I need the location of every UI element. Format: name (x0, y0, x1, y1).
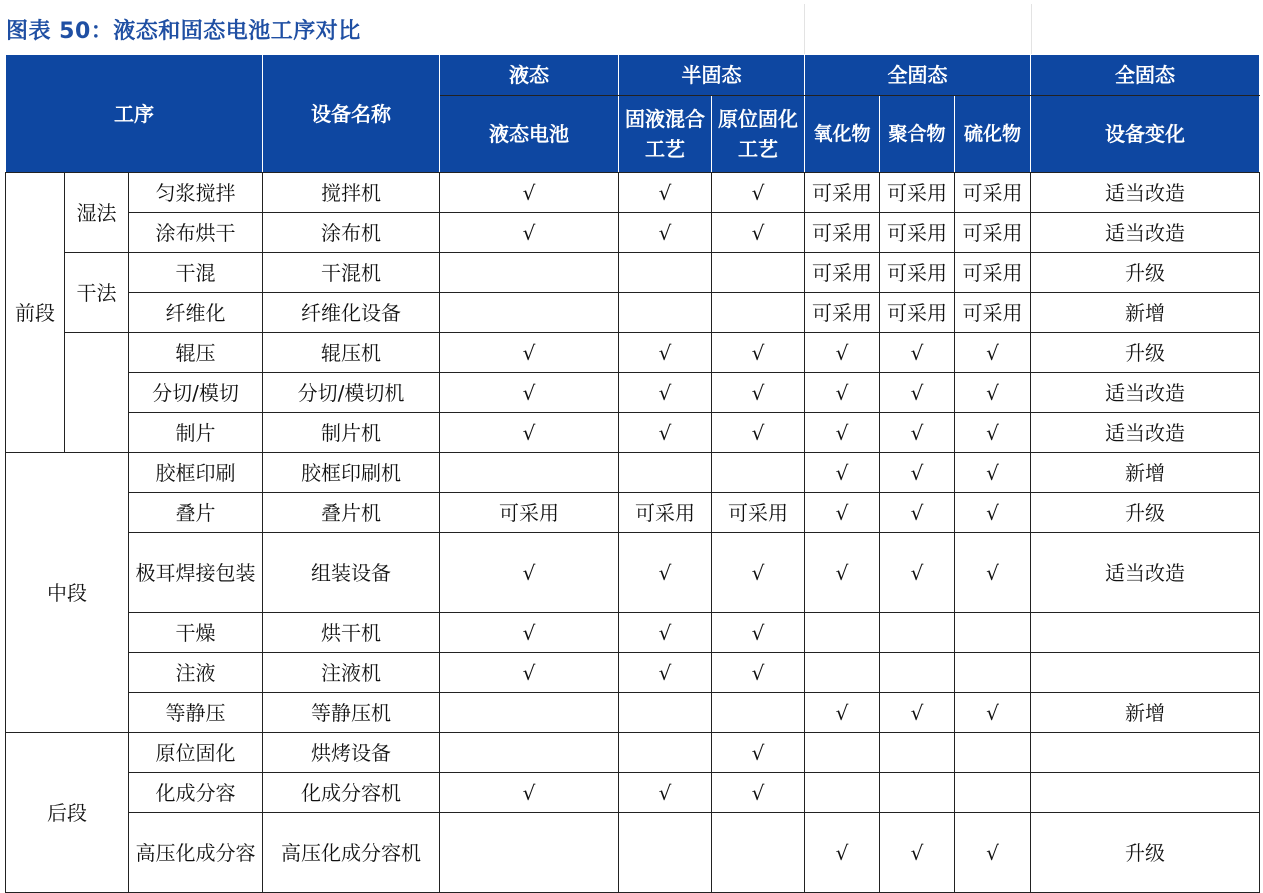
table-row (6, 453, 1260, 493)
equipment-change-cell (1031, 773, 1260, 813)
table-row (6, 733, 1260, 773)
process-cell: 极耳焊接包装 (129, 533, 263, 613)
process-cell: 干混 (129, 253, 263, 293)
check-cell: √ (712, 613, 805, 653)
equipment-cell: 注液机 (263, 653, 440, 693)
equipment-change-cell: 适当改造 (1031, 373, 1260, 413)
check-cell: √ (880, 413, 955, 453)
check-cell: √ (619, 333, 712, 373)
check-cell: √ (880, 813, 955, 893)
check-cell: √ (440, 653, 619, 693)
check-cell (619, 733, 712, 773)
equipment-change-cell: 新增 (1031, 693, 1260, 733)
check-cell: √ (440, 413, 619, 453)
check-cell: 可采用 (955, 173, 1031, 213)
check-cell: 可采用 (805, 253, 880, 293)
check-cell: √ (805, 813, 880, 893)
check-cell (440, 253, 619, 293)
equipment-change-cell: 升级 (1031, 493, 1260, 533)
process-cell: 制片 (129, 413, 263, 453)
check-cell (955, 733, 1031, 773)
check-cell (880, 613, 955, 653)
check-cell: √ (955, 333, 1031, 373)
check-cell: √ (880, 493, 955, 533)
check-cell: 可采用 (805, 173, 880, 213)
check-cell: √ (440, 613, 619, 653)
check-cell: √ (880, 333, 955, 373)
column-guide (804, 4, 805, 54)
check-cell (805, 773, 880, 813)
check-cell (440, 293, 619, 333)
equipment-cell: 高压化成分容机 (263, 813, 440, 893)
check-cell: √ (955, 693, 1031, 733)
check-cell: √ (440, 773, 619, 813)
process-cell: 分切/模切 (129, 373, 263, 413)
check-cell: √ (619, 773, 712, 813)
equipment-cell: 烘烤设备 (263, 733, 440, 773)
equipment-change-cell: 适当改造 (1031, 213, 1260, 253)
equipment-cell: 涂布机 (263, 213, 440, 253)
check-cell: 可采用 (955, 253, 1031, 293)
equipment-change-cell: 新增 (1031, 293, 1260, 333)
check-cell: √ (955, 493, 1031, 533)
check-cell: √ (440, 333, 619, 373)
check-cell (619, 253, 712, 293)
check-cell: 可采用 (619, 493, 712, 533)
column-guide (1031, 4, 1032, 54)
table-row (6, 293, 1260, 333)
check-cell: √ (619, 213, 712, 253)
check-cell: √ (880, 533, 955, 613)
check-cell: √ (712, 413, 805, 453)
check-cell: √ (805, 693, 880, 733)
check-cell (880, 773, 955, 813)
check-cell: √ (712, 773, 805, 813)
check-cell: √ (805, 493, 880, 533)
check-cell: 可采用 (712, 493, 805, 533)
table-row (6, 413, 1260, 453)
check-cell: √ (805, 333, 880, 373)
check-cell: 可采用 (955, 293, 1031, 333)
check-cell: √ (880, 453, 955, 493)
check-cell (880, 653, 955, 693)
table-row (6, 693, 1260, 733)
check-cell (955, 613, 1031, 653)
check-cell: 可采用 (805, 213, 880, 253)
check-cell: 可采用 (805, 293, 880, 333)
table-row (6, 173, 1260, 213)
check-cell: √ (805, 533, 880, 613)
stage-back: 后段 (6, 733, 129, 893)
check-cell: √ (712, 373, 805, 413)
substage-dry: 干法 (65, 253, 129, 333)
check-cell (955, 653, 1031, 693)
process-cell: 干燥 (129, 613, 263, 653)
check-cell: √ (955, 453, 1031, 493)
check-cell: √ (955, 373, 1031, 413)
check-cell: √ (955, 413, 1031, 453)
check-cell: √ (712, 213, 805, 253)
check-cell: 可采用 (880, 213, 955, 253)
check-cell: √ (712, 733, 805, 773)
equipment-cell: 叠片机 (263, 493, 440, 533)
equipment-change-cell (1031, 733, 1260, 773)
equipment-change-cell: 新增 (1031, 453, 1260, 493)
header-equipment-change: 设备变化 (1031, 96, 1260, 173)
table-row (6, 533, 1260, 613)
equipment-change-cell (1031, 653, 1260, 693)
table-row (6, 813, 1260, 893)
check-cell (712, 693, 805, 733)
process-cell: 注液 (129, 653, 263, 693)
header-liquid: 液态 (440, 55, 619, 96)
check-cell: √ (619, 653, 712, 693)
check-cell: 可采用 (880, 293, 955, 333)
process-cell: 涂布烘干 (129, 213, 263, 253)
check-cell: √ (440, 533, 619, 613)
check-cell (712, 253, 805, 293)
header-semi-solid: 半固态 (619, 55, 805, 96)
check-cell (712, 813, 805, 893)
check-cell (712, 453, 805, 493)
process-cell: 辊压 (129, 333, 263, 373)
header-oxide: 氧化物 (805, 96, 880, 173)
check-cell: √ (712, 653, 805, 693)
header-all-solid: 全固态 (805, 55, 1031, 96)
check-cell (440, 453, 619, 493)
process-cell: 纤维化 (129, 293, 263, 333)
check-cell: √ (440, 213, 619, 253)
check-cell: √ (712, 533, 805, 613)
header-process: 工序 (6, 55, 263, 173)
equipment-cell: 纤维化设备 (263, 293, 440, 333)
header-solid-liquid-mix: 固液混合工艺 (619, 96, 712, 173)
header-equipment: 设备名称 (263, 55, 440, 173)
process-cell: 胶框印刷 (129, 453, 263, 493)
check-cell: √ (440, 373, 619, 413)
process-cell: 化成分容 (129, 773, 263, 813)
equipment-cell: 等静压机 (263, 693, 440, 733)
check-cell: √ (955, 813, 1031, 893)
header-all-solid-2: 全固态 (1031, 55, 1260, 96)
check-cell (619, 453, 712, 493)
equipment-cell: 制片机 (263, 413, 440, 453)
equipment-cell: 胶框印刷机 (263, 453, 440, 493)
header-polymer: 聚合物 (880, 96, 955, 173)
table-row (6, 253, 1260, 293)
check-cell: √ (805, 373, 880, 413)
header-in-situ: 原位固化工艺 (712, 96, 805, 173)
check-cell: √ (619, 413, 712, 453)
substage-wet: 湿法 (65, 173, 129, 253)
process-cell: 匀浆搅拌 (129, 173, 263, 213)
check-cell: √ (619, 373, 712, 413)
equipment-change-cell: 适当改造 (1031, 173, 1260, 213)
check-cell: √ (712, 333, 805, 373)
check-cell: √ (805, 453, 880, 493)
check-cell (619, 693, 712, 733)
check-cell: √ (880, 693, 955, 733)
check-cell (440, 693, 619, 733)
substage-empty (65, 333, 129, 453)
check-cell (712, 293, 805, 333)
check-cell (880, 733, 955, 773)
table-row (6, 493, 1260, 533)
equipment-change-cell: 适当改造 (1031, 413, 1260, 453)
table-row (6, 333, 1260, 373)
check-cell (440, 733, 619, 773)
table-row (6, 773, 1260, 813)
equipment-cell: 烘干机 (263, 613, 440, 653)
check-cell: 可采用 (880, 173, 955, 213)
check-cell: √ (880, 373, 955, 413)
equipment-change-cell: 适当改造 (1031, 533, 1260, 613)
equipment-cell: 化成分容机 (263, 773, 440, 813)
check-cell: 可采用 (880, 253, 955, 293)
check-cell (619, 293, 712, 333)
check-cell: √ (712, 173, 805, 213)
check-cell (805, 653, 880, 693)
equipment-cell: 搅拌机 (263, 173, 440, 213)
table-row (6, 613, 1260, 653)
check-cell (619, 813, 712, 893)
header-liquid-battery: 液态电池 (440, 96, 619, 173)
process-cell: 高压化成分容 (129, 813, 263, 893)
check-cell: √ (805, 413, 880, 453)
equipment-cell: 组装设备 (263, 533, 440, 613)
check-cell: √ (440, 173, 619, 213)
check-cell (805, 733, 880, 773)
check-cell (955, 773, 1031, 813)
equipment-change-cell: 升级 (1031, 253, 1260, 293)
check-cell: √ (955, 533, 1031, 613)
process-cell: 等静压 (129, 693, 263, 733)
process-comparison-table (5, 54, 1260, 893)
check-cell: √ (619, 173, 712, 213)
process-cell: 原位固化 (129, 733, 263, 773)
equipment-change-cell: 升级 (1031, 813, 1260, 893)
header-sulfide: 硫化物 (955, 96, 1031, 173)
check-cell: √ (619, 533, 712, 613)
table-row (6, 653, 1260, 693)
equipment-cell: 干混机 (263, 253, 440, 293)
stage-middle: 中段 (6, 453, 129, 733)
figure-title: 图表 50：液态和固态电池工序对比 (6, 19, 361, 44)
check-cell: √ (619, 613, 712, 653)
equipment-change-cell: 升级 (1031, 333, 1260, 373)
table-row (6, 213, 1260, 253)
check-cell (440, 813, 619, 893)
equipment-cell: 辊压机 (263, 333, 440, 373)
check-cell (805, 613, 880, 653)
check-cell: 可采用 (440, 493, 619, 533)
process-cell: 叠片 (129, 493, 263, 533)
check-cell: 可采用 (955, 213, 1031, 253)
table-row (6, 373, 1260, 413)
equipment-cell: 分切/模切机 (263, 373, 440, 413)
equipment-change-cell (1031, 613, 1260, 653)
stage-front: 前段 (6, 173, 65, 453)
